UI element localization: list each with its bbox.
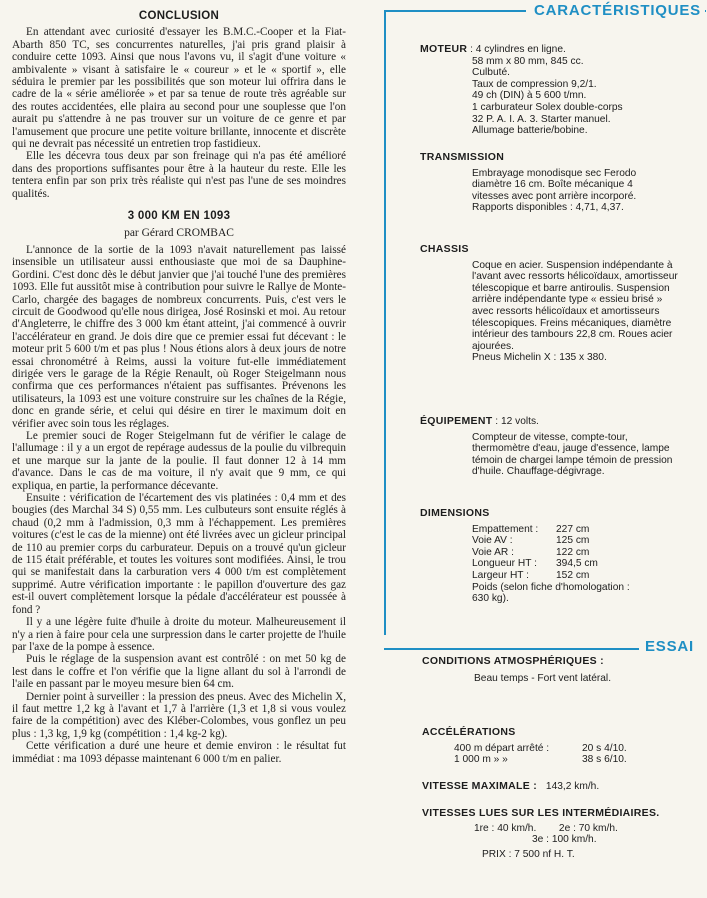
article-heading: 3 000 KM EN 1093 bbox=[127, 210, 231, 223]
dimension-row bbox=[472, 524, 705, 536]
dimension-key: Voie AV : bbox=[472, 535, 513, 547]
equipment-section bbox=[420, 416, 705, 478]
article-paragraph-5: Puis le réglage de la suspension avant est contrôlé : on met 50 kg de lest dans le coffre et l'on vérifie que la ligne allant du sol à l'arrondi de l'aile en passant par le moyeu mesure bien 64 cm. bbox=[12, 653, 346, 691]
dimension-row bbox=[472, 547, 705, 559]
equipment-label: ÉQUIPEMENT bbox=[420, 415, 493, 427]
acceleration-distance: 1 000 m » » bbox=[454, 754, 508, 766]
engine-line: Culbuté. bbox=[472, 67, 510, 79]
engine-line: Taux de compression 9,2/1. bbox=[472, 78, 597, 90]
engine-first-line: : 4 cylindres en ligne. bbox=[470, 44, 566, 55]
article-paragraph-6: Dernier point à surveiller : la pression des pneus. Avec des Michelin X, il faut mettre 1,2 kg à l'avant et 1,7 à l'arrière (1,3 et 1,8 si vous voulez faire de la compétition) avec des Kléber-Colombes, vous gonflez un peu plus : 1,3 kg, 1,9 kg (compétition : 1,4 kg-2 kg). bbox=[12, 690, 346, 740]
dimension-value: 394,5 cm bbox=[556, 558, 598, 570]
conditions-section bbox=[422, 656, 684, 684]
top-speed-value: 143,2 km/h. bbox=[545, 781, 600, 792]
dimension-key: Voie AR : bbox=[472, 546, 514, 558]
conclusion-paragraph-2: Elle les décevra tous deux par son freinage qui n'a pas été amélioré dans des proportions suffisantes pour être à la hauteur du reste. Elle les tentera enfin par son prix très réaliste qui n'est pas l'une de ses moindres qualités. bbox=[12, 150, 346, 200]
dimension-row bbox=[472, 570, 705, 582]
engine-line: 58 mm x 80 mm, 845 cc. bbox=[472, 55, 584, 67]
dimension-row bbox=[472, 558, 705, 570]
dimension-weight: Poids (selon fiche d'homologation : 630 kg). bbox=[472, 581, 630, 605]
byline: par Gérard CROMBAC bbox=[124, 226, 234, 239]
dimension-value: 122 cm bbox=[556, 546, 590, 558]
acceleration-label: ACCÉLÉRATIONS bbox=[422, 726, 516, 738]
engine-line: Allumage batterie/bobine. bbox=[472, 125, 588, 137]
acceleration-time: 38 s 6/10. bbox=[582, 754, 627, 766]
characteristics-heading: CARACTÉRISTIQUES bbox=[526, 2, 705, 19]
acceleration-row bbox=[454, 743, 692, 755]
essai-heading: ESSAI bbox=[645, 638, 695, 655]
article-paragraph-4: Il y a une légère fuite d'huile à droite du moteur. Malheureusement il n'y a rien à faire pour cela une surpression dans le carter projette de l'huile par l'axe de la pompe à essence. bbox=[12, 616, 346, 653]
conclusion-paragraph-1: En attendant avec curiosité d'essayer les B.M.C.-Cooper et la Fiat-Abarth 850 TC, ses concurrentes naturelles, j'ai pris grand plaisir à conduire cette 1093. Ainsi que nous l'avons vu, il s'agit d'une voiture « ambivalente » visant à satisfaire le « coureur » et le « sportif », elle séduira le premier par les possibilités que son moteur lui offrira dans le cadre de la « série améliorée » et par sa tenue de route très agréable sur des routes accidentées, elle plaira au second pour une souplesse que l'on aurait pu s'attendre à ne pas trouver sur un voiture de ce genre et par l'amusement que procure une petite voiture brillante, innocente et discrète qui ne devrait pas nécessité un entretien trop fastidieux. bbox=[12, 26, 346, 151]
gear-speeds-label: VITESSES LUES SUR LES INTERMÉDIAIRES. bbox=[422, 807, 660, 819]
dimension-key: Longueur HT : bbox=[472, 558, 537, 570]
dimension-value: 125 cm bbox=[556, 535, 590, 547]
transmission-text: Embrayage monodisque sec Ferodo diamètre 16 cm. Boîte mécanique 4 vitesses avec pont arrière incorporé. Rapports disponibles : 4,71, 4,37. bbox=[472, 167, 637, 214]
transmission-label: TRANSMISSION bbox=[420, 151, 505, 163]
equipment-text: Compteur de vitesse, compte-tour, thermomètre d'eau, jauge d'essence, lampe témoin de chargei lampe témoin de pression d'huile. Chauffage-dégivrage. bbox=[472, 431, 673, 478]
engine-line: 32 P. A. I. A. 3. Starter manuel. bbox=[472, 113, 611, 125]
chassis-section bbox=[420, 244, 705, 364]
article-paragraph-7: Cette vérification a duré une heure et demie environ : le résultat fut immédiat : ma 1093 dépasse maintenant 6 000 t/m en palier. bbox=[12, 740, 346, 765]
conditions-label bbox=[422, 656, 684, 668]
engine-section bbox=[420, 44, 700, 137]
dimension-value: 227 cm bbox=[556, 523, 590, 535]
chassis-label: CHASSIS bbox=[420, 243, 469, 255]
price: PRIX : 7 500 nf H. T. bbox=[482, 848, 575, 860]
gear-speeds-section bbox=[422, 808, 692, 860]
engine-line: 49 ch (DIN) à 5 600 t/mn. bbox=[472, 90, 587, 102]
dimension-row bbox=[472, 535, 705, 547]
specs-frame-left-rule bbox=[384, 10, 386, 635]
acceleration-section bbox=[422, 727, 692, 766]
engine-line: 1 carburateur Solex double-corps bbox=[472, 101, 623, 113]
conditions-label-text: CONDITIONS ATMOSPHÉRIQUES : bbox=[422, 655, 604, 667]
top-speed-section bbox=[422, 781, 692, 793]
equipment-first-line: : 12 volts. bbox=[495, 416, 539, 427]
dimensions-label: DIMENSIONS bbox=[420, 507, 490, 519]
chassis-tires: Pneus Michelin X : 135 x 380. bbox=[472, 352, 607, 364]
dimension-value: 152 cm bbox=[556, 569, 590, 581]
conclusion-heading: CONCLUSION bbox=[138, 10, 220, 22]
dimension-key: Largeur HT : bbox=[472, 569, 530, 581]
engine-label: MOTEUR bbox=[420, 43, 468, 55]
article-paragraph-1: L'annonce de la sortie de la 1093 n'avait naturellement pas laissé insensible un utilisateur aussi enthousiaste que moi de sa Dauphine-Gordini. C'est donc dès le début janvier que j'ai touché l'une des premières 1093. Elle fut aussitôt mise à contribution pour suivre le Rallye de Monte-Carlo, chargée des bagages de nombreux concurrents. Puis, c'est vers le circuit de Goodwood qu'elle nous dirigea, José Rosinski et moi. Au retour d'Angleterre, le chiffre des 3 000 km étant atteint, j'ai commencé à ouvrir l'accélérateur en grand. Je dois dire que ce premier essai fut décevant : le moteur prit 5 600 t/m et pas plus ! Nous étions alors à deux jours de notre essai chronométré à Reims, aussi la voiture fut-elle immédiatement dirigée vers le garage de la Régie Renault, où Roger Steigelmann nous confirma que ces performances n'étaient pas suffisantes. Prévenons les utilisateurs, la 1093 est une voiture construire sur les chaînes de la Régie, donc en grande série, et celui qui désire en tirer le maximum doit en vérifier avec soin tous les réglages. bbox=[12, 243, 346, 430]
transmission-section bbox=[420, 152, 705, 214]
dimensions-section bbox=[420, 508, 705, 605]
article-paragraph-2: Le premier souci de Roger Steigelmann fut de vérifier le calage de l'allumage : il y a un ergot de repérage audessus de la poulie du vilbrequin et une marque sur la jante de la poulie. Il faut donner 12 à 14 mm d'avance. Dans le cas de ma voiture, il n'y avait que 9 mm, ce qui expliqua, en partie, la performance décevante. bbox=[12, 430, 346, 492]
acceleration-time: 20 s 4/10. bbox=[582, 742, 627, 754]
gear-speeds-line-2: 3e : 100 km/h. bbox=[532, 834, 597, 846]
chassis-text: Coque en acier. Suspension indépendante à l'avant avec ressorts hélicoïdaux, amortisseur télescopique et barre antiroulis. Suspension arrière indépendante type « essieu brisé » avec ressorts hélicoïdaux et amortisseurs télescopiques. Freins mécaniques, diamètre intérieur des tambours 22,8 cm. Roues acier ajourées. bbox=[472, 259, 678, 352]
conditions-text: Beau temps - Fort vent latéral. bbox=[474, 672, 612, 684]
dimension-key: Empattement : bbox=[472, 523, 539, 535]
article-paragraph-3: Ensuite : vérification de l'écartement des vis platinées : 0,4 mm et des bougies (des Marchal 34 S) 0,55 mm. Les culbuteurs sont ensuite réglés à chaud (0,2 mm à l'admission, 0,3 mm à l'échappement. Les premières voitures (c'est le cas de la mienne) ont été livrées avec un gicleur principal de 110 au premier corps du carburateur. Depuis on a trouvé qu'un gicleur de 115 était préférable, et toutes les voitures sont modifiées. Ainsi, le trou qui se manifestait dans la carburation vers 4 000 t/m est complètement supprimé. Autre vérification importante : le papillon d'ouverture des gaz est-il ouvert complètement lorsque la pédale d'accélérateur est poussée à fond ? bbox=[12, 492, 346, 616]
essai-rule bbox=[384, 648, 639, 650]
acceleration-distance: 400 m départ arrêté : bbox=[454, 742, 550, 754]
article-column bbox=[12, 8, 346, 765]
top-speed-label: VITESSE MAXIMALE : bbox=[422, 780, 538, 792]
gear-speeds-line-1: 1re : 40 km/h. 2e : 70 km/h. bbox=[474, 822, 618, 834]
acceleration-row bbox=[454, 754, 692, 766]
